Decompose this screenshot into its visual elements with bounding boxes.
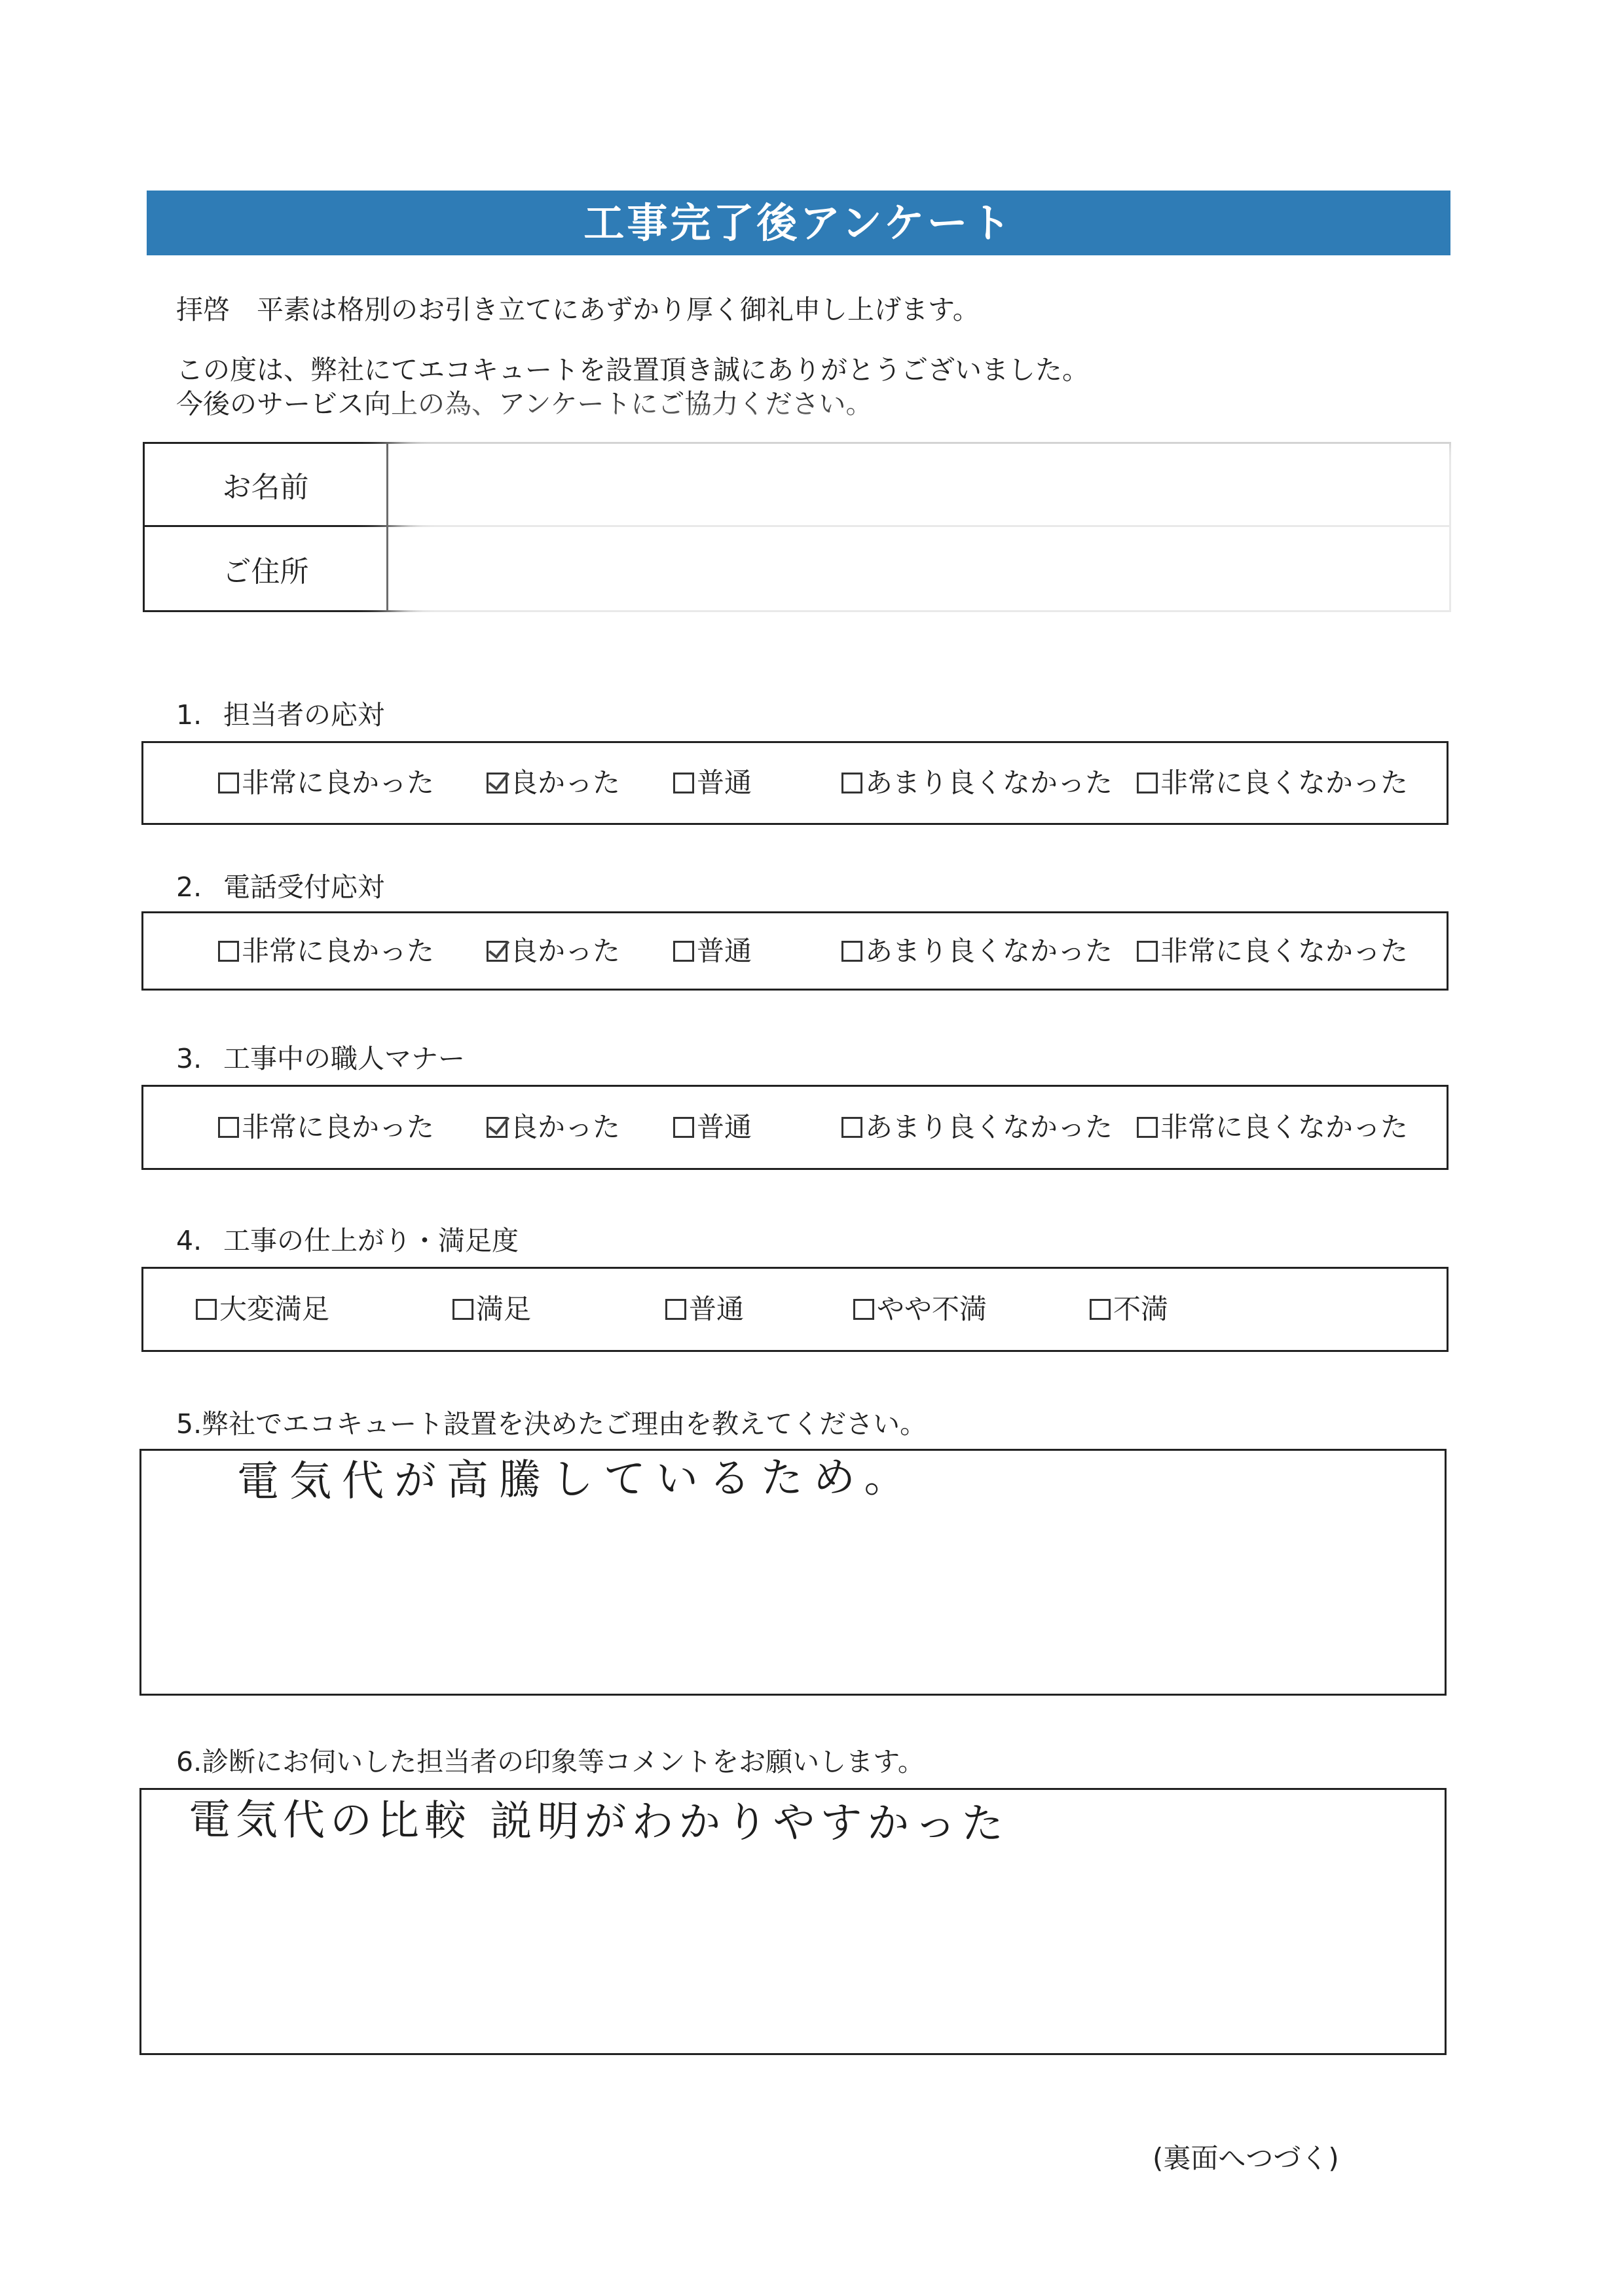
checkbox-option[interactable]: [1137, 1111, 1409, 1143]
answer-box: [141, 741, 1449, 825]
checkbox-icon: [665, 1299, 686, 1320]
checkbox-icon: [1090, 1299, 1111, 1320]
checkbox-option[interactable]: [452, 1293, 532, 1325]
checkbox-label: あまり良くなかった: [865, 1111, 1113, 1143]
question-text: 弊社でエコキュート設置を決めたご理由を教えてください。: [202, 1408, 927, 1440]
checkbox-option[interactable]: [218, 769, 434, 797]
checkbox-icon: [841, 773, 862, 793]
question-text: 工事中の職人マナー: [223, 1043, 465, 1074]
checkbox-label: 満足: [476, 1293, 532, 1325]
checkbox-label: あまり良くなかった: [865, 767, 1113, 799]
question-number: 5.: [176, 1408, 202, 1440]
question-heading: [176, 699, 384, 731]
checkbox-option[interactable]: [841, 1111, 1113, 1143]
checkbox-checked-icon: [487, 1117, 507, 1138]
checkbox-option[interactable]: [853, 1293, 987, 1325]
question-number: 1.: [176, 699, 202, 731]
checkbox-label: 不満: [1113, 1293, 1169, 1325]
checkbox-label: あまり良くなかった: [865, 934, 1113, 967]
checkbox-option[interactable]: [841, 769, 1113, 797]
checkbox-option[interactable]: [841, 934, 1113, 967]
checkbox-icon: [841, 1117, 862, 1138]
redacted-area: [393, 422, 1500, 658]
checkbox-icon: [218, 1117, 239, 1138]
checkbox-option[interactable]: [665, 1293, 745, 1325]
checkbox-label: 普通: [697, 1111, 752, 1143]
checkbox-option[interactable]: [673, 934, 752, 967]
checkbox-option[interactable]: [1137, 934, 1409, 967]
checkbox-option[interactable]: [673, 769, 752, 797]
checkbox-option[interactable]: [196, 1293, 330, 1325]
checkbox-icon: [853, 1299, 874, 1320]
checkbox-option[interactable]: [673, 1111, 752, 1143]
checkbox-icon: [673, 941, 694, 962]
checkbox-label: 普通: [697, 934, 752, 967]
checkbox-option[interactable]: [1090, 1293, 1169, 1325]
answer-box: [141, 911, 1449, 991]
name-label: お名前: [145, 444, 388, 525]
checkbox-label: 普通: [697, 767, 752, 799]
checkbox-label: やや不満: [877, 1293, 987, 1325]
checkbox-option[interactable]: [218, 934, 435, 967]
checkbox-option[interactable]: [487, 934, 621, 967]
question-text: 電話受付応対: [223, 871, 384, 903]
page-title: 工事完了後アンケート: [583, 198, 1014, 247]
checkbox-label: 非常に良くなかった: [1160, 767, 1409, 799]
question-heading: [176, 1043, 465, 1075]
checkbox-icon: [1137, 773, 1158, 793]
question-heading: [176, 1408, 927, 1440]
question-number: 3.: [176, 1043, 202, 1074]
checkbox-icon: [673, 1117, 694, 1138]
checkbox-label: 非常に良かった: [242, 767, 435, 799]
checkbox-icon: [196, 1299, 217, 1320]
question-heading: [176, 871, 384, 903]
continued-note: (裏面へつづく): [1153, 2142, 1339, 2174]
checkbox-option[interactable]: [218, 1111, 435, 1143]
question-heading: [176, 1746, 925, 1778]
checkbox-icon: [673, 773, 694, 793]
checkbox-label: 大変満足: [219, 1293, 330, 1325]
handwritten-answer: 電気代が高騰しているため。: [236, 1453, 917, 1506]
answer-box: [141, 1267, 1449, 1352]
checkbox-icon: [452, 1299, 473, 1320]
question-heading: [176, 1225, 519, 1257]
checkbox-label: 良かった: [510, 767, 621, 799]
checkbox-label: 非常に良くなかった: [1160, 934, 1409, 967]
checkbox-label: 普通: [689, 1293, 745, 1325]
question-number: 6.: [176, 1746, 202, 1777]
checkbox-label: 良かった: [510, 934, 621, 967]
checkbox-icon: [218, 941, 239, 962]
checkbox-label: 非常に良くなかった: [1160, 1111, 1409, 1143]
checkbox-checked-icon: [487, 773, 507, 793]
question-text: 工事の仕上がり・満足度: [223, 1225, 519, 1256]
checkbox-label: 非常に良かった: [242, 1111, 435, 1143]
answer-box: [141, 1085, 1449, 1170]
free-answer-box[interactable]: [139, 1788, 1447, 2055]
question-number: 4.: [176, 1225, 202, 1256]
checkbox-option[interactable]: [487, 1111, 621, 1143]
checkbox-icon: [1137, 941, 1158, 962]
question-text: 担当者の応対: [223, 699, 384, 731]
checkbox-option[interactable]: [487, 769, 620, 797]
checkbox-label: 良かった: [510, 1111, 621, 1143]
address-label: ご住所: [145, 527, 388, 610]
intro-greeting: 拝啓 平素は格別のお引き立てにあずかり厚く御礼申し上げます。: [176, 294, 980, 325]
intro-thanks: この度は、弊社にてエコキュートを設置頂き誠にありがとうございました。: [176, 354, 1089, 386]
checkbox-option[interactable]: [1137, 769, 1408, 797]
checkbox-icon: [841, 941, 862, 962]
checkbox-icon: [1137, 1117, 1158, 1138]
checkbox-label: 非常に良かった: [242, 934, 435, 967]
question-text: 診断にお伺いした担当者の印象等コメントをお願いします。: [202, 1746, 925, 1777]
title-banner: [147, 191, 1450, 255]
question-number: 2.: [176, 871, 202, 903]
checkbox-checked-icon: [487, 941, 507, 962]
checkbox-icon: [218, 773, 239, 793]
free-answer-box[interactable]: [139, 1449, 1447, 1696]
intro-request: 今後のサービス向上の為、アンケートにご協力ください。: [176, 388, 873, 420]
handwritten-answer: 電気代の比較 説明がわかりやすかった: [188, 1796, 1009, 1849]
